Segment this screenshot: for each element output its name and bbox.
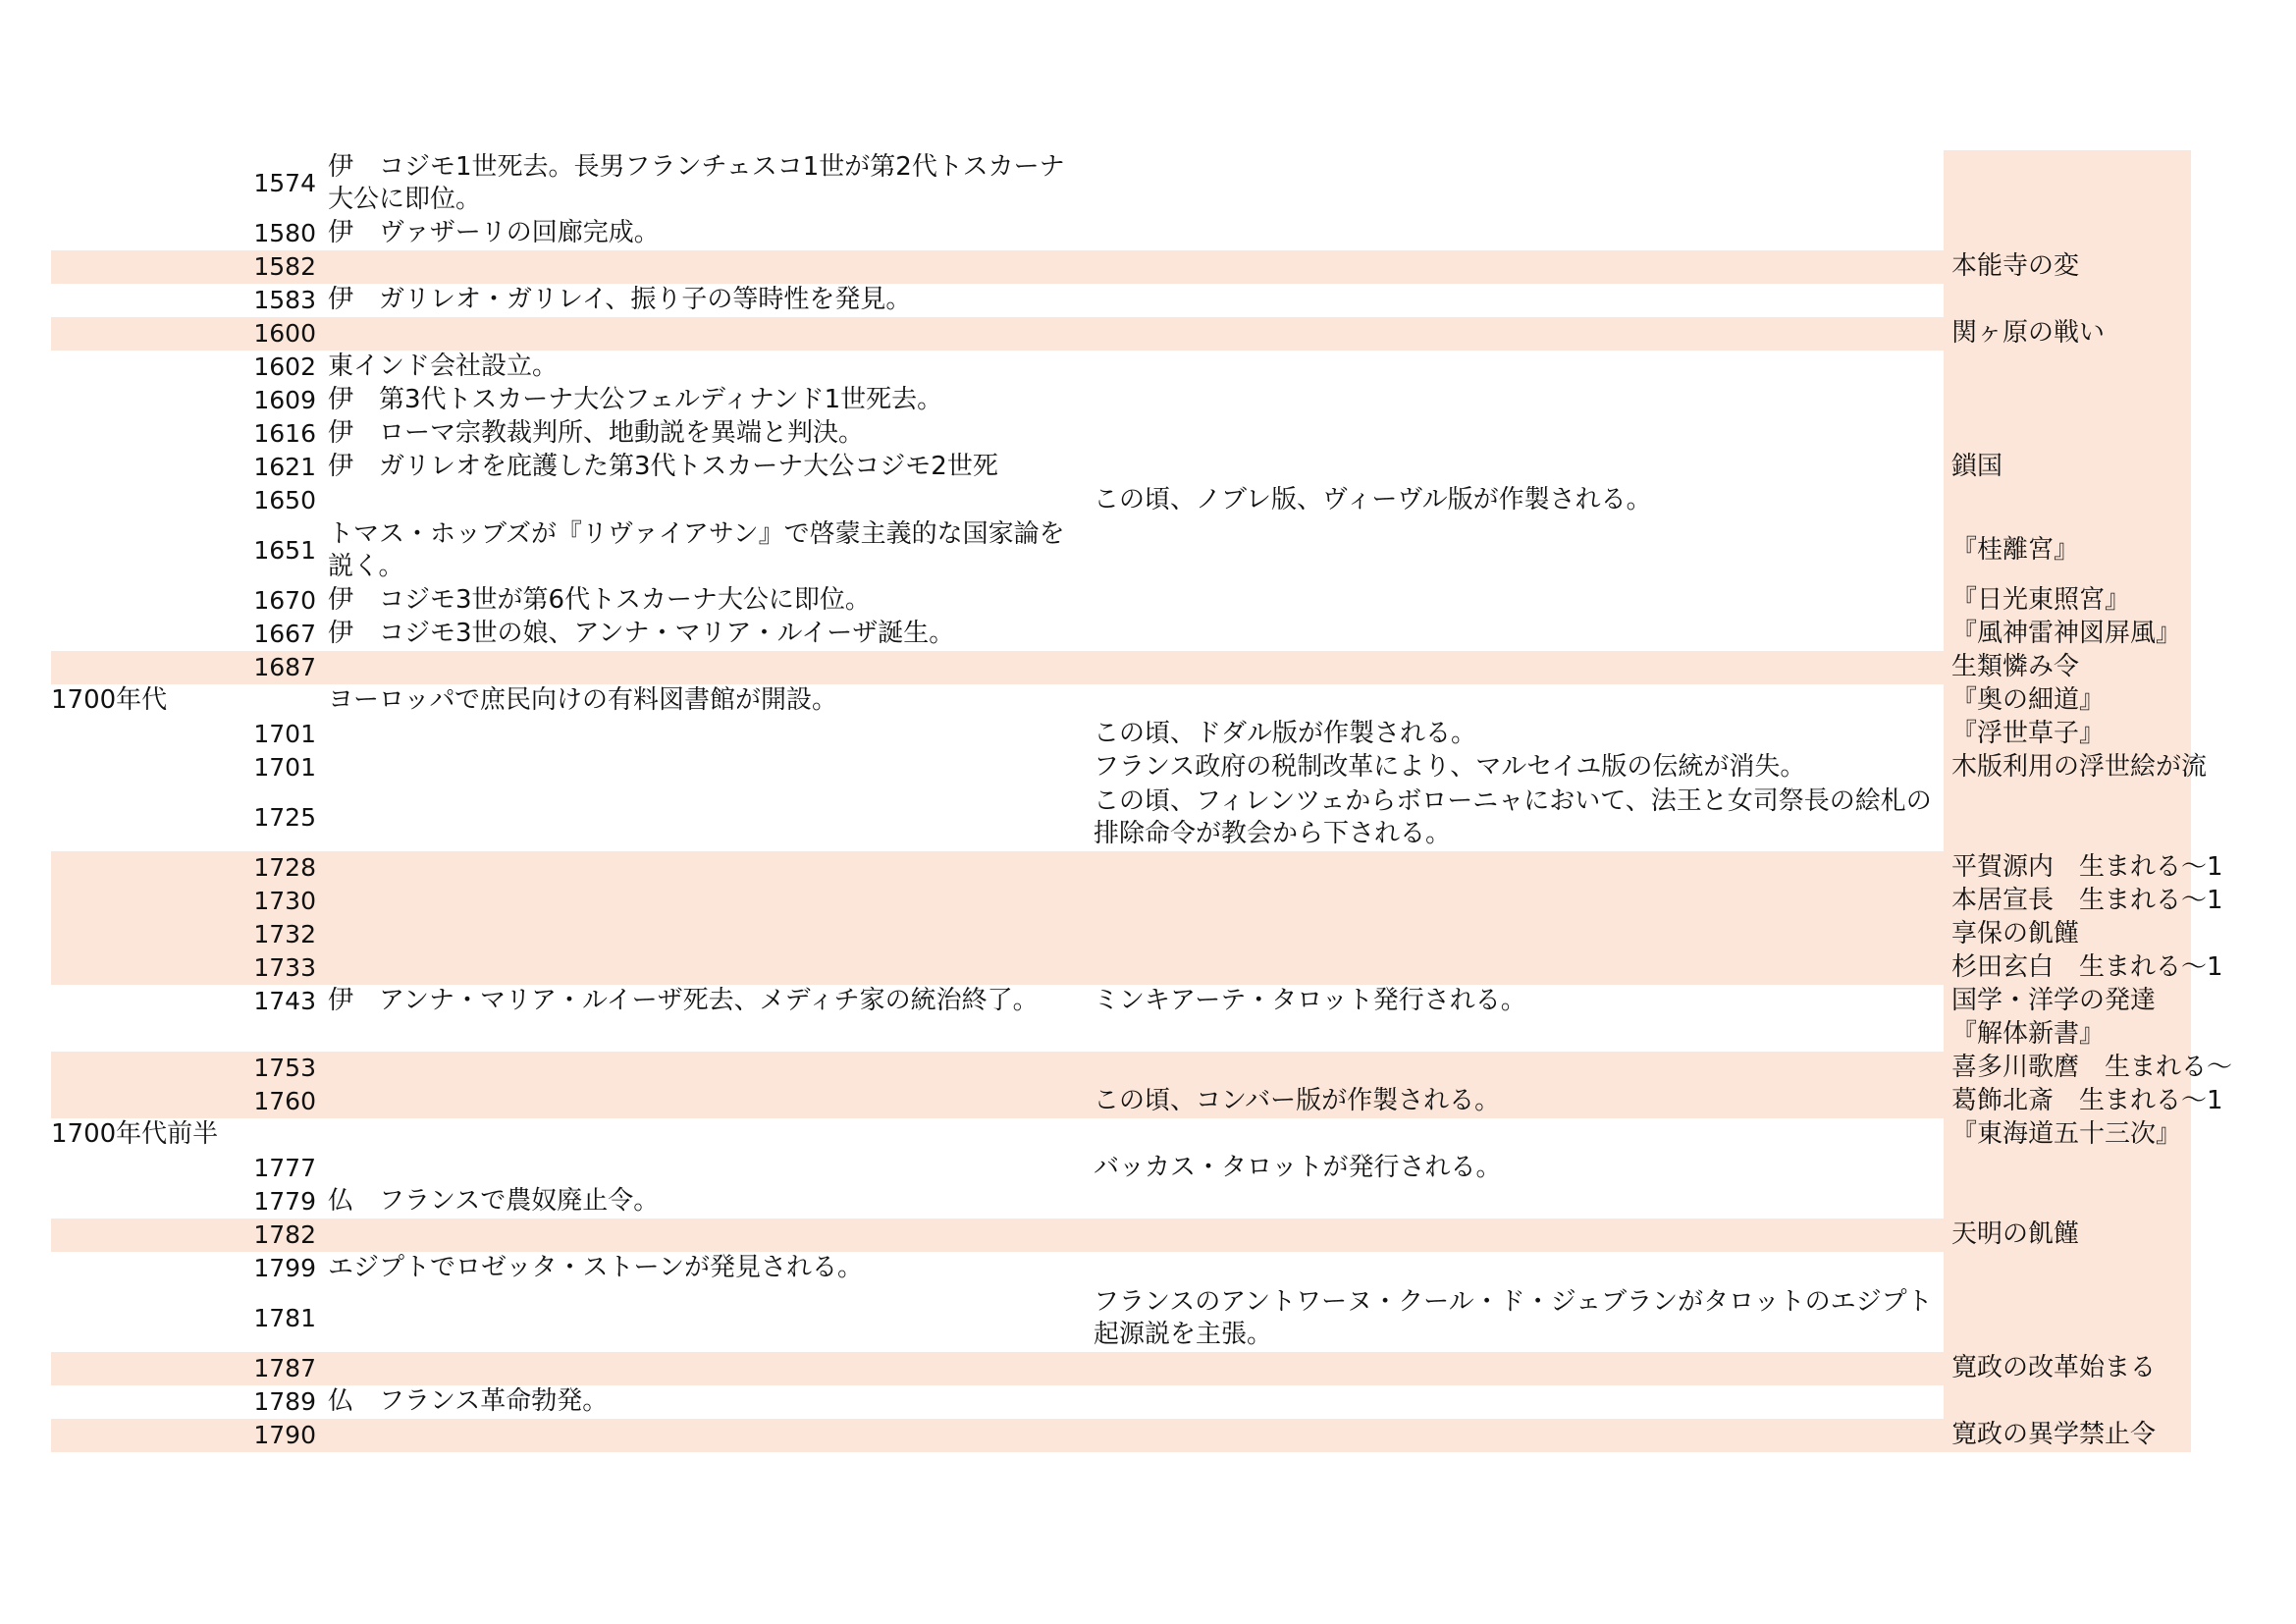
europe-cell: 伊 第3代トスカーナ大公フェルディナンド1世死去。: [328, 385, 943, 415]
year-cell: 1779: [253, 1187, 316, 1217]
japan-cell: 寛政の異学禁止令: [1944, 1419, 2191, 1452]
tarot-cell: [1090, 384, 1944, 417]
tarot-cell: ミンキアーテ・タロット発行される。: [1094, 986, 1526, 1016]
year-cell: 1725: [253, 803, 316, 833]
tarot-cell: [1090, 284, 1944, 317]
era-cell: [51, 885, 196, 918]
tarot-cell: [1090, 885, 1944, 918]
japan-cell: 国学・洋学の発達: [1944, 985, 2191, 1018]
table-row: [51, 284, 2191, 317]
year-cell: 1609: [253, 386, 316, 415]
japan-cell: [1944, 1252, 2191, 1285]
era-cell: [51, 484, 196, 517]
europe-cell: [324, 718, 1090, 751]
timeline-rows: [51, 150, 2233, 1452]
tarot-cell: [1090, 1052, 1944, 1085]
table-row: [51, 751, 2191, 785]
tarot-cell: [1090, 618, 1944, 651]
japan-cell: 『日光東照宮』: [1944, 584, 2191, 618]
year-cell: 1782: [196, 1218, 324, 1252]
japan-cell: 喜多川歌麿 生まれる～: [1944, 1052, 2191, 1085]
japan-cell: 葛飾北斎 生まれる～1: [1944, 1085, 2191, 1118]
europe-cell: [324, 250, 1090, 284]
year-cell: 1580: [253, 219, 316, 248]
japan-cell: 『浮世草子』: [1944, 718, 2191, 751]
europe-cell: [324, 317, 1090, 351]
europe-cell: [324, 1118, 1090, 1152]
table-row: [51, 618, 2191, 651]
era-cell: [51, 150, 196, 217]
japan-cell: 本能寺の変: [1944, 250, 2191, 284]
europe-cell: ヨーロッパで庶民向けの有料図書館が開設。: [328, 685, 837, 716]
year-cell: 1651: [253, 536, 316, 566]
table-row: [51, 1185, 2191, 1218]
era-cell: [51, 250, 196, 284]
era-cell: [51, 1185, 196, 1218]
tarot-cell: [1090, 851, 1944, 885]
era-cell: 1700年代前半: [51, 1119, 219, 1150]
era-cell: [51, 351, 196, 384]
europe-cell: トマス・ホッブズが『リヴァイアサン』で啓蒙主義的な国家論を説く。: [328, 518, 1065, 581]
era-cell: [51, 1385, 196, 1419]
japan-cell: [1944, 1152, 2191, 1185]
europe-cell: [324, 885, 1090, 918]
tarot-cell: [1090, 1385, 1944, 1419]
era-cell: [51, 718, 196, 751]
year-cell: 1743: [253, 987, 316, 1016]
japan-cell: 享保の飢饉: [1944, 918, 2191, 951]
tarot-cell: [1090, 1352, 1944, 1385]
europe-cell: 仏 フランス革命勃発。: [328, 1386, 609, 1417]
europe-cell: [324, 1052, 1090, 1085]
table-row: [51, 1285, 2191, 1352]
europe-cell: 伊 ヴァザーリの回廊完成。: [328, 218, 660, 248]
tarot-cell: [1090, 451, 1944, 484]
era-cell: [51, 517, 196, 584]
japan-cell: 『東海道五十三次』: [1944, 1118, 2191, 1152]
table-row: [51, 417, 2191, 451]
timeline-table: [51, 150, 2233, 1452]
table-row: [51, 851, 2191, 885]
japan-cell: 杉田玄白 生まれる～1: [1944, 951, 2191, 985]
japan-cell: [1944, 1385, 2191, 1419]
japan-cell: 生類憐み令: [1944, 651, 2191, 684]
table-row: [51, 1218, 2191, 1252]
year-cell: 1799: [253, 1254, 316, 1283]
europe-cell: 仏 フランスで農奴廃止令。: [328, 1186, 660, 1217]
era-cell: [51, 1152, 196, 1185]
japan-cell: [1944, 150, 2191, 217]
era-cell: [51, 1085, 196, 1118]
table-row: [51, 885, 2191, 918]
table-row: [51, 1052, 2191, 1085]
era-cell: [51, 417, 196, 451]
tarot-cell: この頃、ノブレ版、ヴィーヴル版が作製される。: [1094, 485, 1652, 515]
era-cell: [51, 317, 196, 351]
tarot-cell: [1090, 1185, 1944, 1218]
japan-cell: 『桂離宮』: [1944, 517, 2191, 584]
year-cell: 1583: [253, 286, 316, 315]
era-cell: [51, 1419, 196, 1452]
era-cell: [51, 217, 196, 250]
era-cell: [51, 751, 196, 785]
table-row: [51, 1085, 2191, 1118]
japan-cell: 平賀源内 生まれる～1: [1944, 851, 2191, 885]
europe-cell: [324, 785, 1090, 851]
tarot-cell: [1090, 417, 1944, 451]
year-cell: 1733: [196, 951, 324, 985]
era-cell: [51, 951, 196, 985]
era-cell: [51, 1052, 196, 1085]
europe-cell: 伊 コジモ1世死去。長男フランチェスコ1世が第2代トスカーナ大公に即位。: [328, 151, 1065, 214]
era-cell: [51, 451, 196, 484]
table-row: [51, 785, 2191, 851]
europe-cell: [324, 1352, 1090, 1385]
europe-cell: [324, 1419, 1090, 1452]
year-cell: 1789: [253, 1387, 316, 1417]
table-row: [51, 317, 2191, 351]
table-row: [51, 1118, 2191, 1152]
europe-cell: [324, 1018, 1090, 1052]
europe-cell: エジプトでロゼッタ・ストーンが発見される。: [328, 1253, 863, 1283]
year-cell: 1732: [196, 918, 324, 951]
year-cell: 1753: [196, 1052, 324, 1085]
tarot-cell: [1090, 150, 1944, 217]
timeline-sheet: [51, 150, 2233, 1452]
table-row: [51, 584, 2191, 618]
japan-cell: 寛政の改革始まる: [1944, 1352, 2191, 1385]
tarot-cell: フランス政府の税制改革により、マルセイユ版の伝統が消失。: [1094, 752, 1806, 783]
tarot-cell: [1090, 351, 1944, 384]
europe-cell: 伊 アンナ・マリア・ルイーザ死去、メディチ家の統治終了。: [328, 986, 1039, 1016]
japan-cell: [1944, 417, 2191, 451]
tarot-cell: [1090, 217, 1944, 250]
era-cell: [51, 1352, 196, 1385]
table-row: [51, 1018, 2191, 1052]
era-cell: [51, 1218, 196, 1252]
table-row: [51, 217, 2191, 250]
era-cell: [51, 284, 196, 317]
year-cell: 1781: [253, 1304, 316, 1333]
table-row: [51, 951, 2191, 985]
tarot-cell: [1090, 951, 1944, 985]
table-row: [51, 718, 2191, 751]
era-cell: [51, 651, 196, 684]
era-cell: 1700年代: [51, 685, 168, 716]
japan-cell: 『解体新書』: [1944, 1018, 2191, 1052]
year-cell: 1667: [253, 620, 316, 649]
year-cell: 1701: [253, 753, 316, 783]
table-row: [51, 451, 2191, 484]
europe-cell: 伊 コジモ3世の娘、アンナ・マリア・ルイーザ誕生。: [328, 619, 955, 649]
tarot-cell: [1090, 250, 1944, 284]
era-cell: [51, 1252, 196, 1285]
tarot-cell: [1090, 651, 1944, 684]
japan-cell: 『風神雷神図屏風』: [1944, 618, 2191, 651]
year-cell: 1600: [196, 317, 324, 351]
japan-cell: [1944, 384, 2191, 417]
tarot-cell: [1090, 517, 1944, 584]
tarot-cell: [1090, 584, 1944, 618]
year-cell: 1787: [196, 1352, 324, 1385]
year-cell: 1730: [196, 885, 324, 918]
era-cell: [51, 851, 196, 885]
tarot-cell: フランスのアントワーヌ・クール・ド・ジェブランがタロットのエジプト起源説を主張。: [1094, 1286, 1933, 1349]
europe-cell: [324, 1285, 1090, 1352]
japan-cell: 鎖国: [1944, 451, 2191, 484]
era-cell: [51, 1018, 196, 1052]
japan-cell: [1944, 1285, 2191, 1352]
table-row: [51, 384, 2191, 417]
japan-cell: [1944, 484, 2191, 517]
europe-cell: 伊 ガリレオ・ガリレイ、振り子の等時性を発見。: [328, 285, 912, 315]
tarot-cell: この頃、コンバー版が作製される。: [1090, 1085, 1944, 1118]
table-row: [51, 1419, 2191, 1452]
year-cell: 1621: [253, 453, 316, 482]
era-cell: [51, 985, 196, 1018]
era-cell: [51, 384, 196, 417]
year-cell: 1790: [196, 1419, 324, 1452]
year-cell: 1602: [253, 352, 316, 382]
year-cell: 1616: [253, 419, 316, 449]
year-cell: 1777: [253, 1154, 316, 1183]
japan-cell: [1944, 351, 2191, 384]
tarot-cell: この頃、ドダル版が作製される。: [1094, 719, 1477, 749]
table-row: [51, 1385, 2191, 1419]
tarot-cell: [1090, 1018, 1944, 1052]
europe-cell: [324, 918, 1090, 951]
japan-cell: [1944, 785, 2191, 851]
year-cell: 1670: [253, 586, 316, 616]
japan-cell: 天明の飢饉: [1944, 1218, 2191, 1252]
tarot-cell: [1090, 918, 1944, 951]
table-row: [51, 1152, 2191, 1185]
era-cell: [51, 918, 196, 951]
era-cell: [51, 584, 196, 618]
tarot-cell: [1090, 317, 1944, 351]
tarot-cell: [1090, 1118, 1944, 1152]
europe-cell: [324, 1085, 1090, 1118]
tarot-cell: [1090, 1218, 1944, 1252]
tarot-cell: [1090, 1252, 1944, 1285]
europe-cell: 伊 コジモ3世が第6代トスカーナ大公に即位。: [328, 585, 871, 616]
era-cell: [51, 1285, 196, 1352]
table-row: [51, 150, 2191, 217]
year-cell: 1760: [196, 1085, 324, 1118]
europe-cell: [324, 651, 1090, 684]
table-row: [51, 484, 2191, 517]
era-cell: [51, 785, 196, 851]
tarot-cell: この頃、フィレンツェからボローニャにおいて、法王と女司祭長の絵札の排除命令が教会から下される。: [1094, 785, 1932, 848]
year-cell: 1574: [253, 169, 316, 198]
table-row: [51, 1352, 2191, 1385]
year-cell: [196, 1018, 324, 1052]
table-row: [51, 351, 2191, 384]
europe-cell: 東インド会社設立。: [328, 352, 559, 382]
japan-cell: [1944, 217, 2191, 250]
year-cell: 1728: [196, 851, 324, 885]
year-cell: 1650: [253, 486, 316, 515]
table-row: [51, 517, 2191, 584]
europe-cell: [324, 1218, 1090, 1252]
japan-cell: [1944, 284, 2191, 317]
tarot-cell: [1090, 684, 1944, 718]
year-cell: [196, 684, 324, 718]
tarot-cell: バッカス・タロットが発行される。: [1094, 1153, 1502, 1183]
europe-cell: [324, 751, 1090, 785]
europe-cell: [324, 1152, 1090, 1185]
japan-cell: [1944, 1185, 2191, 1218]
table-row: [51, 250, 2191, 284]
japan-cell: 『奥の細道』: [1944, 684, 2191, 718]
europe-cell: [324, 484, 1090, 517]
table-row: [51, 1252, 2191, 1285]
table-row: [51, 684, 2191, 718]
japan-cell: 木版利用の浮世絵が流: [1944, 751, 2191, 785]
table-row: [51, 985, 2191, 1018]
europe-cell: 伊 ローマ宗教裁判所、地動説を異端と判決。: [328, 418, 865, 449]
year-cell: 1582: [196, 250, 324, 284]
year-cell: 1687: [196, 651, 324, 684]
europe-cell: [324, 951, 1090, 985]
era-cell: [51, 618, 196, 651]
table-row: [51, 918, 2191, 951]
japan-cell: 本居宣長 生まれる～1: [1944, 885, 2191, 918]
table-row: [51, 651, 2191, 684]
japan-cell: 関ヶ原の戦い: [1944, 317, 2191, 351]
tarot-cell: [1090, 1419, 1944, 1452]
europe-cell: 伊 ガリレオを庇護した第3代トスカーナ大公コジモ2世死: [328, 452, 998, 482]
europe-cell: [324, 851, 1090, 885]
year-cell: 1701: [253, 720, 316, 749]
